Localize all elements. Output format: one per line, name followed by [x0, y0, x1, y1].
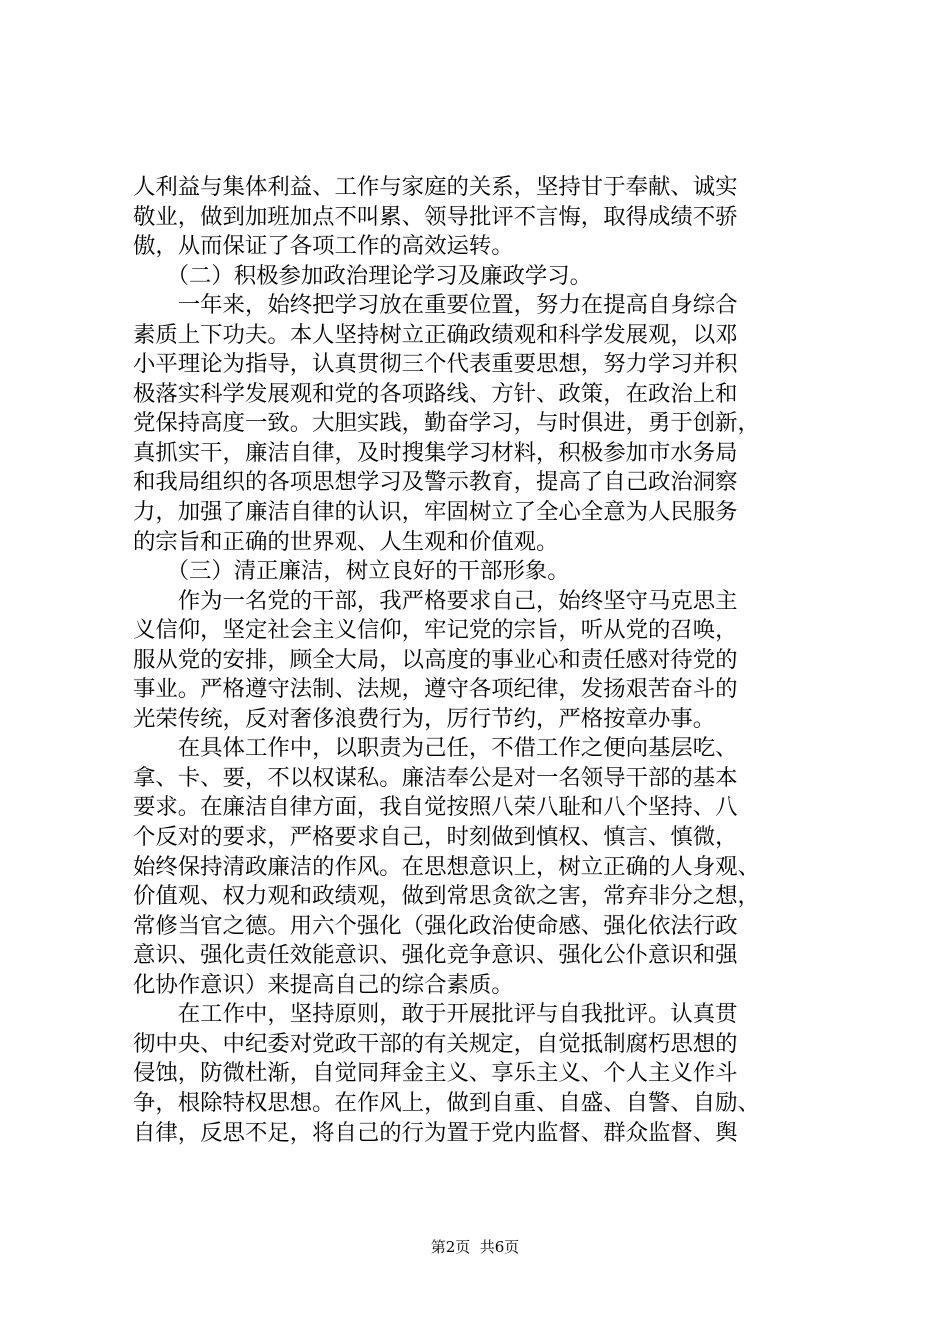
text-line: 作为一名党的干部，我严格要求自己，始终坚守马克思主	[133, 587, 738, 614]
text-line: 光荣传统，反对奢侈浪费行为，厉行节约，严格按章办事。	[133, 705, 716, 732]
text-line: 服从党的安排，顾全大局，以高度的事业心和责任感对待党的	[133, 646, 738, 673]
text-line: 傲，从而保证了各项工作的高效运转。	[133, 233, 514, 260]
section-heading: （三）清正廉洁，树立良好的干部形象。	[133, 558, 570, 585]
text-line: 党保持高度一致。大胆实践，勤奋学习，与时俱进，勇于创新，	[133, 410, 760, 437]
page-number-footer: 第2页 共6页	[430, 1238, 520, 1256]
text-line: 个反对的要求，严格要求自己，时刻做到慎权、慎言、慎微，	[133, 824, 738, 851]
text-line: 常修当官之德。用六个强化（强化政治使命感、强化依法行政	[133, 912, 738, 939]
text-line: 事业。严格遵守法制、法规，遵守各项纪律，发扬艰苦奋斗的	[133, 676, 738, 703]
text-line: 要求。在廉洁自律方面，我自觉按照八荣八耻和八个坚持、八	[133, 794, 738, 821]
text-line: 素质上下功夫。本人坚持树立正确政绩观和科学发展观，以邓	[133, 321, 738, 348]
text-line: 始终保持清政廉洁的作风。在思想意识上，树立正确的人身观、	[133, 853, 760, 880]
text-line: 的宗旨和正确的世界观、人生观和价值观。	[133, 528, 559, 555]
section-heading: （二）积极参加政治理论学习及廉政学习。	[133, 262, 593, 289]
text-line: 义信仰，坚定社会主义信仰，牢记党的宗旨，听从党的召唤，	[133, 617, 738, 644]
text-line: 争，根除特权思想。在作风上，做到自重、自盛、自警、自励、	[133, 1089, 760, 1116]
text-line: 在具体工作中，以职责为己任，不借工作之便向基层吃、	[133, 735, 738, 762]
text-line: 力，加强了廉洁自律的认识，牢固树立了全心全意为人民服务	[133, 499, 738, 526]
text-line: 和我局组织的各项思想学习及警示教育，提高了自己政治洞察	[133, 469, 738, 496]
text-line: 意识、强化责任效能意识、强化竞争意识、强化公仆意识和强	[133, 942, 738, 969]
text-line: 敬业，做到加班加点不叫累、领导批评不言悔，取得成绩不骄	[133, 203, 738, 230]
text-line: 侵蚀，防微杜渐，自觉同拜金主义、享乐主义、个人主义作斗	[133, 1060, 738, 1087]
text-line: 真抓实干，廉洁自律，及时搜集学习材料，积极参加市水务局	[133, 439, 738, 466]
text-line: 在工作中，坚持原则，敢于开展批评与自我批评。认真贯	[133, 1001, 738, 1028]
text-line: 小平理论为指导，认真贯彻三个代表重要思想，努力学习并积	[133, 351, 738, 378]
body-text	[133, 173, 833, 1148]
text-line: 化协作意识）来提高自己的综合素质。	[133, 971, 514, 998]
text-line: 自律，反思不足，将自己的行为置于党内监督、群众监督、舆	[133, 1119, 738, 1146]
text-line: 极落实科学发展观和党的各项路线、方针、政策，在政治上和	[133, 380, 738, 407]
text-line: 拿、卡、要，不以权谋私。廉洁奉公是对一名领导干部的基本	[133, 764, 738, 791]
text-line: 一年来，始终把学习放在重要位置，努力在提高自身综合	[133, 292, 738, 319]
text-line: 人利益与集体利益、工作与家庭的关系，坚持甘于奉献、诚实	[133, 174, 738, 200]
text-line: 彻中央、中纪委对党政干部的有关规定，自觉抵制腐朽思想的	[133, 1030, 738, 1057]
text-line: 价值观、权力观和政绩观，做到常思贪欲之害，常弃非分之想，	[133, 883, 760, 910]
